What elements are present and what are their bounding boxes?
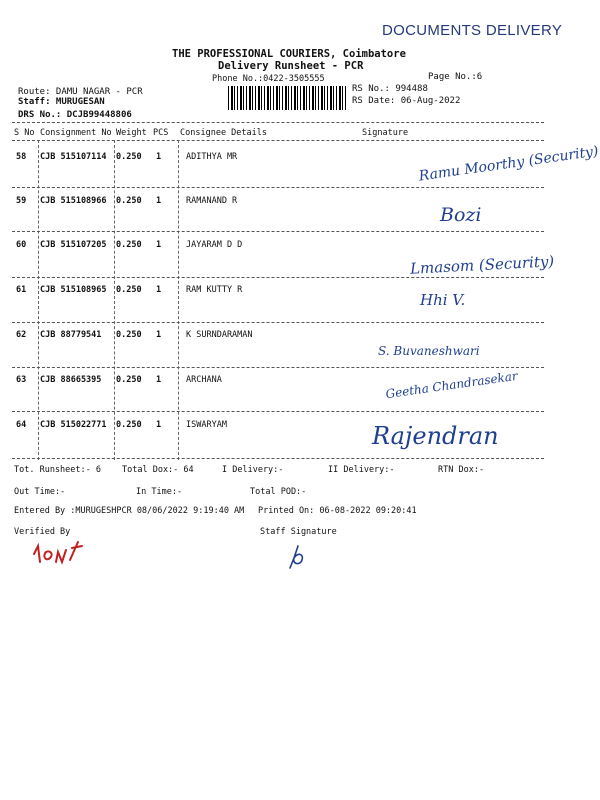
col-sno: S No <box>14 128 35 138</box>
out-time: Out Time:- <box>14 487 66 497</box>
row-weight: 0.250 <box>116 375 142 385</box>
row-pcs: 1 <box>156 420 162 430</box>
row-consignee: JAYARAM D D <box>186 240 243 250</box>
row-weight: 0.250 <box>116 152 142 162</box>
column-divider <box>114 140 115 460</box>
staff: Staff: MURUGESAN <box>18 97 105 107</box>
col-pcs: PCS <box>153 128 169 138</box>
row-consignee: ISWARYAM <box>186 420 227 430</box>
row-consignment: CJB 515107205 <box>40 240 107 250</box>
row-sno: 60 <box>16 240 27 250</box>
row-consignment: CJB 515022771 <box>40 420 107 430</box>
handwritten-signature: Hhi V. <box>420 291 466 309</box>
row-pcs: 1 <box>156 375 162 385</box>
column-divider <box>38 140 39 460</box>
tot-runsheet: Tot. Runsheet:- 6 <box>14 465 101 475</box>
row-weight: 0.250 <box>116 285 142 295</box>
runsheet-title: Delivery Runsheet - PCR <box>218 60 364 72</box>
documents-delivery-stamp: DOCUMENTS DELIVERY <box>382 22 563 39</box>
route: Route: DAMU NAGAR - PCR <box>18 87 143 97</box>
row-consignment: CJB 515107114 <box>40 152 107 162</box>
i-delivery: I Delivery:- <box>222 465 284 475</box>
page-number: Page No.:6 <box>428 72 483 82</box>
col-consignee: Consignee Details <box>180 128 267 138</box>
row-sno: 62 <box>16 330 27 340</box>
table-bottom-rule <box>12 458 544 459</box>
printed-on: Printed On: 06-08-2022 09:20:41 <box>258 506 417 516</box>
company-name: THE PROFESSIONAL COURIERS, Coimbatore <box>172 48 406 60</box>
row-weight: 0.250 <box>116 420 142 430</box>
handwritten-signature: Geetha Chandrasekar <box>384 368 519 402</box>
row-consignment: CJB 88665395 <box>40 375 102 385</box>
row-rule <box>12 367 544 368</box>
col-signature: Signature <box>362 128 409 138</box>
in-time: In Time:- <box>136 487 183 497</box>
row-rule <box>12 277 544 278</box>
row-sno: 61 <box>16 285 27 295</box>
column-divider <box>178 140 179 460</box>
handwritten-signature: Lmasom (Security) <box>409 252 555 278</box>
phone-number: Phone No.:0422-3505555 <box>212 74 325 84</box>
barcode-image <box>228 86 348 110</box>
verifier-signature-mark <box>28 532 98 572</box>
row-pcs: 1 <box>156 285 162 295</box>
drs-number: DRS No.: DCJB99448806 <box>18 110 132 120</box>
rs-number: RS No.: 994488 <box>352 84 428 94</box>
row-pcs: 1 <box>156 330 162 340</box>
row-sno: 58 <box>16 152 27 162</box>
handwritten-signature: S. Buvaneshwari <box>378 344 480 358</box>
entered-by: Entered By :MURUGESHPCR 08/06/2022 9:19:40 AM <box>14 506 245 516</box>
row-consignment: CJB 88779541 <box>40 330 102 340</box>
total-pod: Total POD:- <box>250 487 307 497</box>
col-weight: Weight <box>116 128 147 138</box>
row-rule <box>12 231 544 232</box>
staff-signature-mark <box>286 544 310 570</box>
handwritten-signature: Bozi <box>440 204 482 226</box>
row-weight: 0.250 <box>116 240 142 250</box>
row-pcs: 1 <box>156 196 162 206</box>
row-consignee: RAM KUTTY R <box>186 285 243 295</box>
staff-signature-label: Staff Signature <box>260 527 337 537</box>
col-consignment: Consignment No <box>40 128 112 138</box>
row-rule <box>12 411 544 412</box>
row-consignee: ADITHYA MR <box>186 152 238 162</box>
rtn-dox: RTN Dox:- <box>438 465 485 475</box>
ii-delivery: II Delivery:- <box>328 465 395 475</box>
row-consignee: RAMANAND R <box>186 196 238 206</box>
row-consignment: CJB 515108966 <box>40 196 107 206</box>
header-bottom-rule <box>12 140 544 141</box>
row-sno: 63 <box>16 375 27 385</box>
row-weight: 0.250 <box>116 196 142 206</box>
verified-by: Verified By <box>14 527 71 537</box>
row-sno: 64 <box>16 420 27 430</box>
row-rule <box>12 187 544 188</box>
row-pcs: 1 <box>156 152 162 162</box>
total-dox: Total Dox:- 64 <box>122 465 194 475</box>
row-pcs: 1 <box>156 240 162 250</box>
rs-date: RS Date: 06-Aug-2022 <box>352 96 461 106</box>
row-consignment: CJB 515108965 <box>40 285 107 295</box>
row-consignee: K SURNDARAMAN <box>186 330 253 340</box>
handwritten-signature: Ramu Moorthy (Security) <box>417 143 600 185</box>
row-weight: 0.250 <box>116 330 142 340</box>
row-sno: 59 <box>16 196 27 206</box>
row-rule <box>12 322 544 323</box>
header-top-rule <box>12 122 544 123</box>
row-consignee: ARCHANA <box>186 375 222 385</box>
handwritten-signature: Rajendran <box>372 422 499 450</box>
